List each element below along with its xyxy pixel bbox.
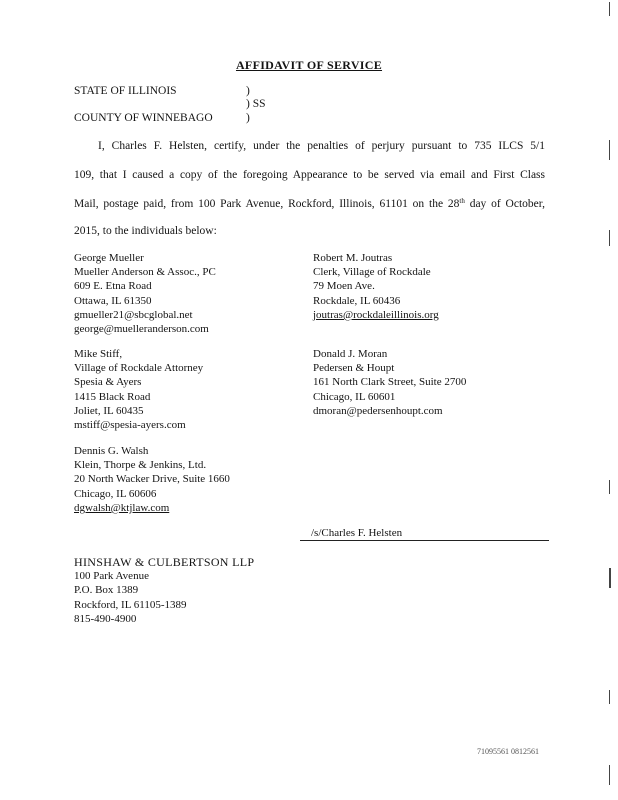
recipient-city: Rockdale, IL 60436 [313,294,401,307]
document-code: 71095561 0812561 [477,747,539,756]
body-line-3-end: day of October, [464,198,546,210]
recipient-email[interactable]: george@muelleranderson.com [74,323,209,336]
caption-ss: ) SS [246,98,266,110]
recipient-firm: Spesia & Ayers [74,376,142,389]
firm-phone: 815-490-4900 [74,612,137,625]
recipient-city: Chicago, IL 60606 [74,487,157,500]
body-line-3 [74,197,545,210]
recipient-street: 161 North Clark Street, Suite 2700 [313,376,467,389]
body-line-2: 109, that I caused a copy of the foregoing Appearance to be served via email and First Class [74,169,545,181]
recipient-title: Clerk, Village of Rockdale [313,266,431,279]
recipient-block [74,347,203,432]
recipient-block [313,347,466,418]
recipient-firm: Mueller Anderson & Assoc., PC [74,266,216,279]
ordinal-suffix: th [459,197,465,205]
scan-edge-mark [609,2,610,16]
recipient-email[interactable]: dmoran@pedersenhoupt.com [313,404,443,417]
recipient-name: Robert M. Joutras [313,252,393,264]
document-title: AFFIDAVIT OF SERVICE [235,58,383,72]
recipient-email[interactable]: mstiff@spesia-ayers.com [74,419,186,432]
recipient-street: 1415 Black Road [74,390,151,403]
signature-line [300,540,549,541]
recipient-title: Village of Rockdale Attorney [74,362,204,375]
recipient-firm: Pedersen & Houpt [313,362,395,375]
recipient-city: Ottawa, IL 61350 [74,294,152,307]
recipient-name: Dennis G. Walsh [74,445,149,457]
recipient-street: 79 Moen Ave. [313,280,375,293]
scan-edge-mark [609,230,610,246]
signature: /s/Charles F. Helsten [311,527,403,539]
recipient-block [74,251,216,336]
caption-paren-bottom: ) [246,112,250,124]
body-line-4: 2015, to the individuals below: [74,225,217,237]
recipient-email[interactable]: dgwalsh@ktjlaw.com [74,501,170,514]
recipient-block [313,251,439,322]
recipient-email[interactable]: gmueller21@sbcglobal.net [74,308,193,321]
firm-block [74,555,254,626]
scan-edge-mark [609,480,610,494]
recipient-street: 609 E. Etna Road [74,280,152,293]
firm-po-box: P.O. Box 1389 [74,584,139,597]
recipient-block [74,444,230,515]
caption-paren-top: ) [246,85,250,97]
recipient-name: George Mueller [74,252,144,264]
scan-edge-mark [609,568,611,588]
state-label: STATE OF ILLINOIS [74,85,177,97]
recipient-email[interactable]: joutras@rockdaleillinois.org [313,308,439,321]
county-label: COUNTY OF WINNEBAGO [74,112,213,124]
recipient-firm: Klein, Thorpe & Jenkins, Ltd. [74,459,207,472]
scan-edge-mark [609,140,610,160]
firm-city: Rockford, IL 61105-1389 [74,598,187,611]
recipient-street: 20 North Wacker Drive, Suite 1660 [74,473,230,486]
scan-edge-mark [609,765,610,785]
firm-street: 100 Park Avenue [74,570,149,583]
recipient-name: Mike Stiff, [74,348,123,360]
recipient-city: Chicago, IL 60601 [313,390,396,403]
scan-edge-mark [609,690,610,704]
recipient-city: Joliet, IL 60435 [74,404,144,417]
body-line-3-text: Mail, postage paid, from 100 Park Avenue, Rockford, Illinois, 61101 on the 28 [74,198,460,210]
firm-name: HINSHAW & CULBERTSON LLP [74,555,255,569]
recipient-name: Donald J. Moran [313,348,388,360]
body-line-1: I, Charles F. Helsten, certify, under the penalties of perjury pursuant to 735 ILCS 5/1 [98,140,545,152]
